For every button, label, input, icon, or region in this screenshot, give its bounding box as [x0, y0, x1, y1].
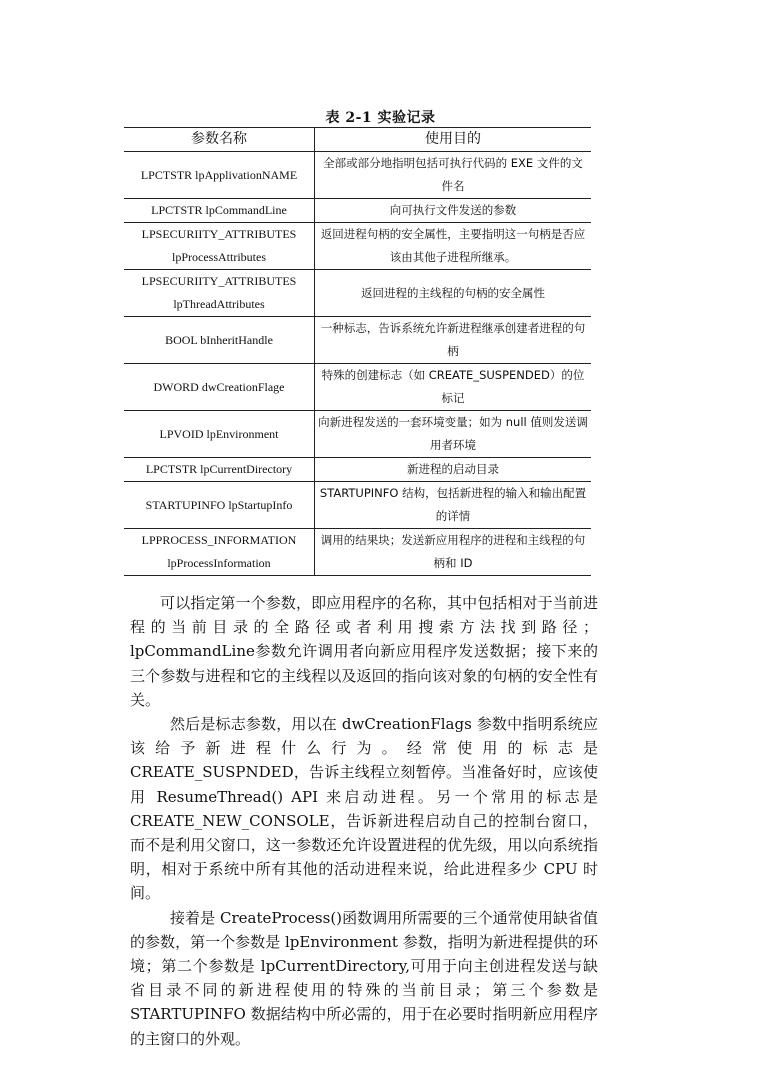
- table-row: [124, 270, 591, 317]
- param-purpose-cell: 向新进程发送的一套环境变量；如为 null 值则发送调用者环境: [315, 411, 592, 458]
- table-row: [124, 458, 591, 482]
- param-purpose-cell: 调用的结果块；发送新应用程序的进程和主线程的句柄和 ID: [315, 529, 592, 576]
- param-name-cell: LPVOID lpEnvironment: [124, 411, 315, 458]
- table-row: [124, 317, 591, 364]
- param-purpose-cell: 新进程的启动目录: [315, 458, 592, 482]
- table-row: [124, 482, 591, 529]
- table-caption: 表 2-1 实验记录: [325, 110, 436, 126]
- table-row: [124, 364, 591, 411]
- param-purpose-cell: 向可执行文件发送的参数: [315, 199, 592, 223]
- paragraph: 可以指定第一个参数，即应用程序的名称，其中包括相对于当前进程的当前目录的全路径或者利用搜索方法找到路径；lpCommandLine参数允许调用者向新应用程序发送数据；接下来的三个参数与进程和它的主线程以及返回的指向该对象的句柄的安全性有关。: [130, 594, 598, 709]
- param-purpose-cell: 全部或部分地指明包括可执行代码的 EXE 文件的文件名: [315, 152, 592, 199]
- param-name-cell: LPSECURIITY_ATTRIBUTES lpThreadAttributes: [124, 270, 315, 317]
- table-row: [124, 199, 591, 223]
- param-purpose-cell: 一种标志，告诉系统允许新进程继承创建者进程的句柄: [315, 317, 592, 364]
- body-text: [130, 591, 598, 1051]
- param-purpose-cell: STARTUPINFO 结构，包括新进程的输入和输出配置的详情: [315, 482, 592, 529]
- table-row: [124, 223, 591, 270]
- param-name-cell: DWORD dwCreationFlage: [124, 364, 315, 411]
- param-name-cell: STARTUPINFO lpStartupInfo: [124, 482, 315, 529]
- table-header-row: [124, 128, 591, 152]
- param-purpose-cell: 返回进程的主线程的句柄的安全属性: [315, 270, 592, 317]
- table-row: [124, 411, 591, 458]
- param-name-cell: LPCTSTR lpCommandLine: [124, 199, 315, 223]
- header-param-name: 参数名称: [124, 128, 315, 152]
- paragraph: 然后是标志参数，用以在 dwCreationFlags 参数中指明系统应该给予新进程什么行为。经常使用的标志是 CREATE_SUSPNDED，告诉主线程立刻暂停。当准备好时，应该使用 ResumeThread() API 来启动进程。另一个常用的标志是 CREATE_NEW_CONSOLE，告诉新进程启动自己的控制台窗口，而不是利用父窗口，这一参数还允许设置进程的优先级，用以向系统指明，相对于系统中所有其他的活动进程来说，给此进程多少 CPU 时间。: [130, 715, 598, 903]
- table-row: [124, 529, 591, 576]
- param-name-cell: LPCTSTR lpCurrentDirectory: [124, 458, 315, 482]
- param-name-cell: BOOL bInheritHandle: [124, 317, 315, 364]
- param-name-cell: LPSECURIITY_ATTRIBUTES lpProcessAttributes: [124, 223, 315, 270]
- paragraph: 接着是 CreateProcess()函数调用所需要的三个通常使用缺省值的参数，第一个参数是 lpEnvironment 参数，指明为新进程提供的环境；第二个参数是 lpCurrentDirectory,可用于向主创进程发送与缺省目录不同的新进程使用的特殊的当前目录；第三个参数是 STARTUPINFO 数据结构中所必需的，用于在必要时指明新应用程序的主窗口的外观。: [130, 908, 598, 1048]
- param-purpose-cell: 特殊的创建标志（如 CREATE_SUSPENDED）的位标记: [315, 364, 592, 411]
- param-purpose-cell: 返回进程句柄的安全属性，主要指明这一句柄是否应该由其他子进程所继承。: [315, 223, 592, 270]
- param-name-cell: LPPROCESS_INFORMATION lpProcessInformation: [124, 529, 315, 576]
- table-row: [124, 152, 591, 199]
- header-purpose: 使用目的: [315, 128, 592, 152]
- parameter-table: [124, 127, 591, 576]
- param-name-cell: LPCTSTR lpApplivationNAME: [124, 152, 315, 199]
